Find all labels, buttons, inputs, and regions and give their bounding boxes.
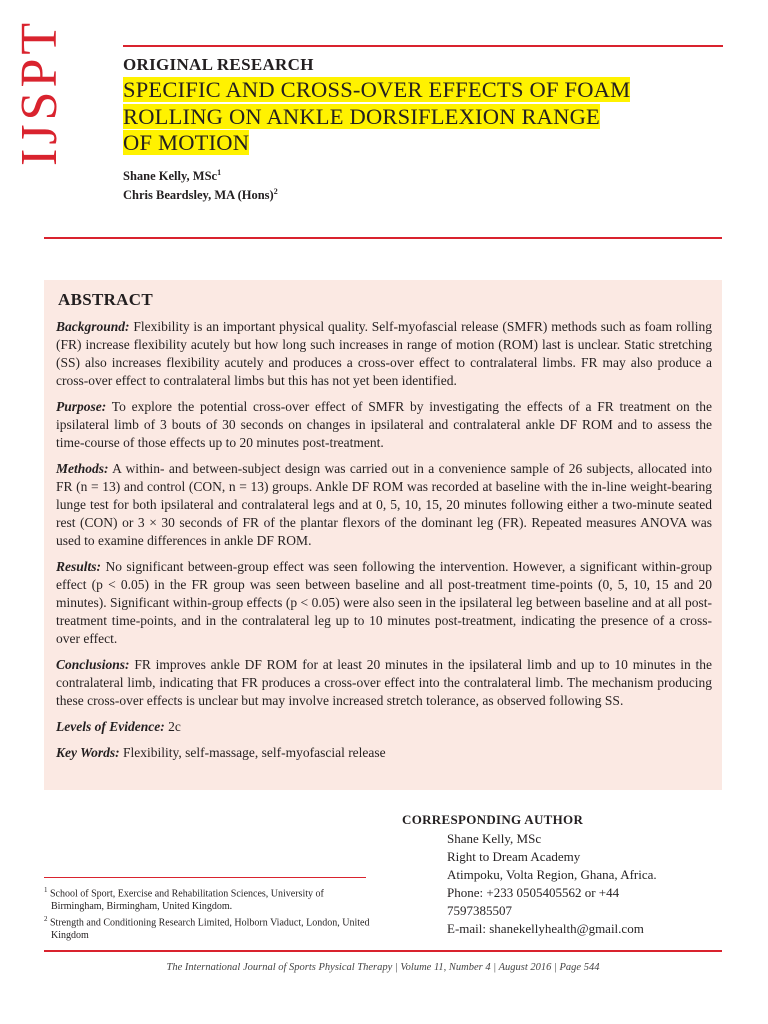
title-line-2: ROLLING ON ANKLE DORSIFLEXION RANGE	[123, 103, 600, 129]
author-list	[123, 165, 278, 203]
abstract-levels-of-evidence: Levels of Evidence: 2c	[56, 719, 181, 734]
abstract-key-words: Key Words: Flexibility, self-massage, self-myofascial release	[56, 745, 386, 760]
corr-line: Shane Kelly, MSc	[447, 831, 542, 846]
abstract-results: Results: No significant between-group effect was seen following the intervention. However, a significant within-group effect (p < 0.05) in the FR group was seen between baseline and all post-treatment time-points (0, 5, 10, 15 and 20 minutes). Significant within-group effects (p < 0.05) were also seen in the ipsilateral leg between baseline and at all post-treatment time-points, and in the contralateral leg up to 10 minutes post-treatment, indicating the presence of a cross-over effect.	[56, 559, 712, 646]
article-title	[123, 77, 683, 157]
corr-line: 7597385507	[447, 903, 512, 918]
corr-line: Phone: +233 0505405562 or +44	[447, 885, 620, 900]
abstract-purpose: Purpose: To explore the potential cross-over effect of SMFR by investigating the effects of a FR treatment on the ipsilateral limb of 3 bouts of 30 seconds on changes in ipsilateral and contralateral ankle DF ROM and to assess the time-course of those effects up to 20 minutes post-treatment.	[56, 399, 712, 450]
abstract-conclusions: Conclusions: FR improves ankle DF ROM for at least 20 minutes in the ipsilateral limb and up to 10 minutes in the contralateral limb, indicating that FR produces a cross-over effect into the contralateral limb. The mechanism producing these cross-over effects is unclear but may involve increased stretch tolerance, as observed following SS.	[56, 657, 713, 708]
abstract-heading: ABSTRACT	[58, 290, 153, 309]
corr-line: Atimpoku, Volta Region, Ghana, Africa.	[447, 867, 657, 882]
affiliation-footnotes	[44, 884, 374, 943]
title-line-3: OF MOTION	[123, 130, 250, 155]
footnote-rule	[44, 877, 366, 878]
abstract-background: Background: Flexibility is an important physical quality. Self-myofascial release (SMFR) methods such as foam rolling (FR) increase flexibility acutely but how long such increases in range of motion (ROM) last is unclear. Static stretching (SS) also increases flexibility acutely and produces a cross-over effect to contralateral limbs. FR may also produce a cross-over effect to contralateral limbs but this has not yet been identified.	[56, 319, 712, 388]
corr-line: Right to Dream Academy	[447, 849, 581, 864]
article-type: ORIGINAL RESEARCH	[123, 55, 314, 74]
journal-logo: IJSPT	[11, 18, 68, 166]
footnote: $^2$ Strength and Conditioning Research Limited, Holborn Viaduct, London, United Kingdom	[44, 915, 370, 942]
abstract-methods: Methods: A within- and between-subject design was carried out in a convenience sample of 26 subjects, allocated into FR (n = 13) and control (CON, n = 13) groups. Ankle DF ROM was recorded at baseline with the in-line weight-bearing lunge test for both ipsilateral and contralateral legs and at 0, 5, 10, 15, 20 minutes following either a two-minute seated rest (CON) or 3 × 30 seconds of FR of the plantar flexors of the dominant leg (FR). Repeated measures ANOVA was used to examine differences in ankle DF ROM.	[56, 461, 712, 548]
header-rule	[123, 45, 723, 47]
footnote: $^1$ School of Sport, Exercise and Rehabilitation Sciences, University of Birmingham, Birmingham, United Kingdom.	[44, 886, 324, 912]
corresponding-author-details	[447, 830, 717, 938]
corr-email[interactable]: E-mail: shanekellyhealth@gmail.com	[447, 921, 644, 936]
author: Chris Beardsley, MA (Hons)$^2$	[123, 187, 278, 203]
footer-rule	[44, 950, 722, 952]
abstract-body	[56, 318, 712, 770]
author: Shane Kelly, MSc$^1$	[123, 168, 222, 184]
title-line-1: SPECIFIC AND CROSS-OVER EFFECTS OF FOAM	[123, 77, 631, 102]
section-rule	[44, 237, 722, 239]
corresponding-author-heading: CORRESPONDING AUTHOR	[402, 812, 584, 827]
running-footer: The International Journal of Sports Physical Therapy | Volume 11, Number 4 | August 2016 | Page 544	[166, 962, 600, 973]
